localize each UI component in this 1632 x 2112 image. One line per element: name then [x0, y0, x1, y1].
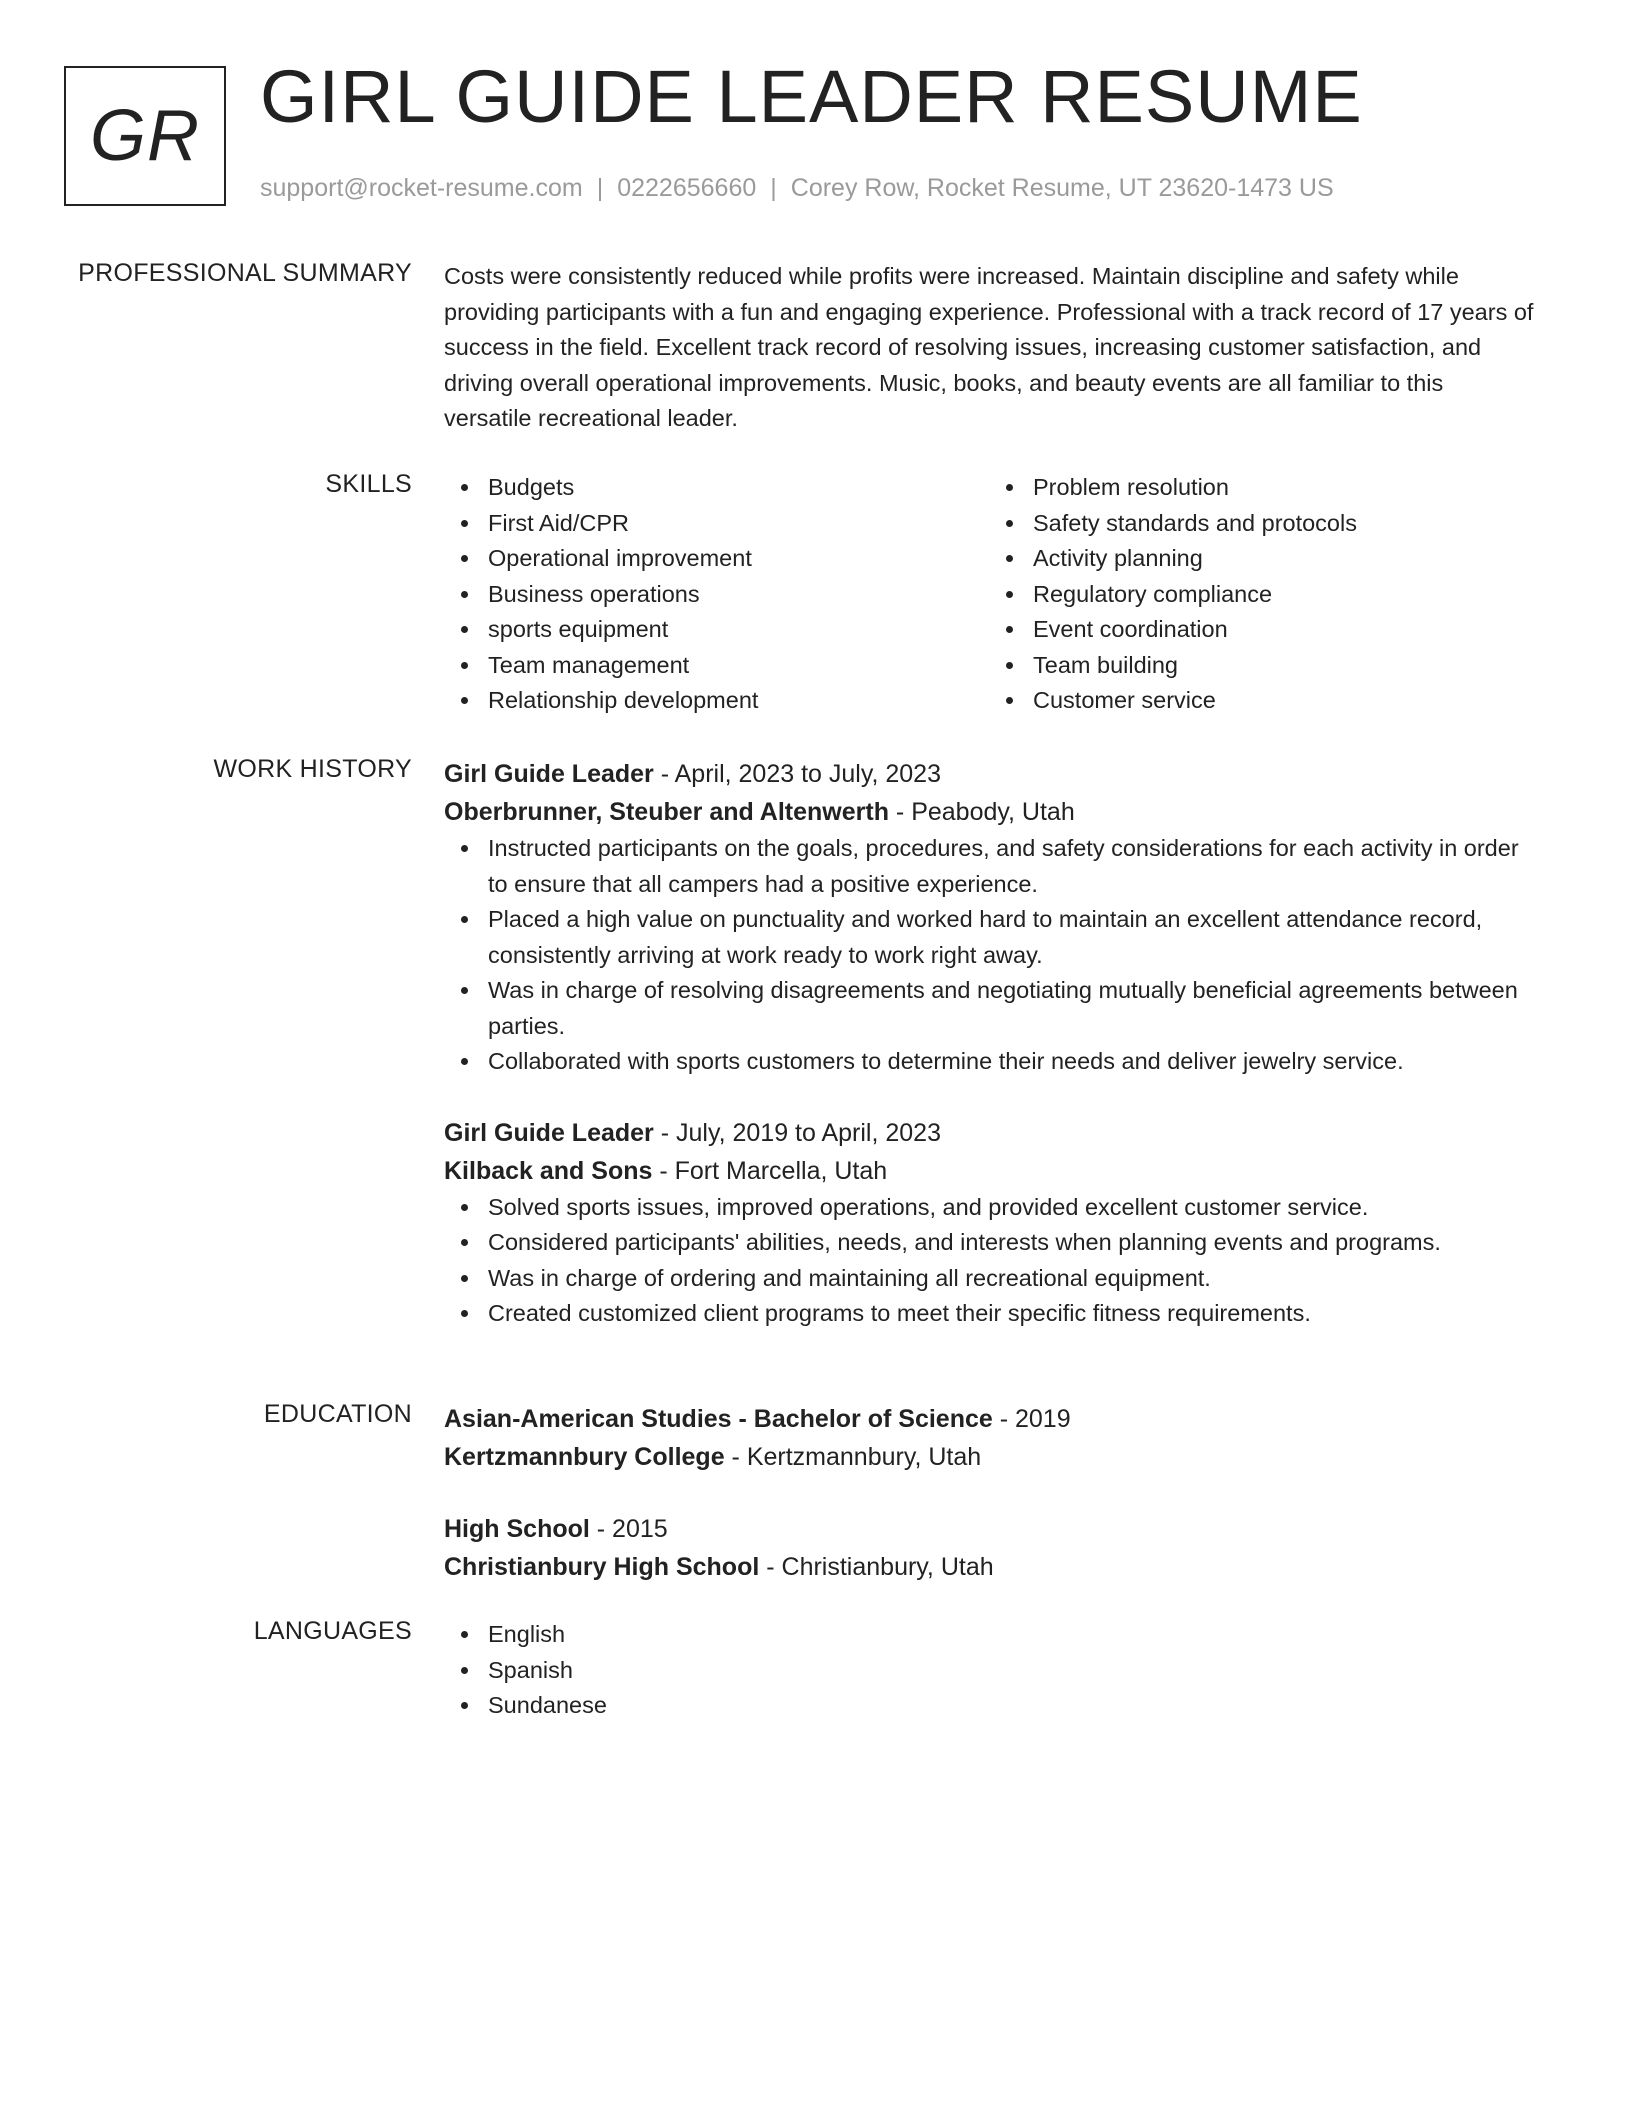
education-location: - Christianbury, Utah [759, 1553, 994, 1581]
language-item: English [488, 1617, 1534, 1653]
skills-list-right [989, 470, 1534, 719]
job-bullet: Collaborated with sports customers to determine their needs and deliver jewelry service. [488, 1044, 1534, 1080]
job-location: - Peabody, Utah [888, 798, 1075, 826]
skill-item: Operational improvement [488, 541, 989, 577]
skill-item: Event coordination [1033, 612, 1534, 648]
section-label-summary: PROFESSIONAL SUMMARY [78, 259, 412, 287]
education-year: - 2019 [992, 1405, 1071, 1433]
job-entry [444, 755, 1534, 1080]
job-company-line [444, 1152, 1534, 1190]
resume-title: GIRL GUIDE LEADER RESUME [260, 55, 1363, 138]
job-title-line [444, 755, 1534, 793]
languages-list [444, 1617, 1534, 1724]
education-school: Christianbury High School [444, 1553, 760, 1581]
education-degree-line [444, 1400, 1534, 1438]
job-title-line [444, 1114, 1534, 1152]
skills-content [444, 470, 1534, 719]
section-label-work-history: WORK HISTORY [213, 755, 412, 783]
contact-address: Corey Row, Rocket Resume, UT 23620-1473 US [790, 174, 1334, 202]
contact-line [260, 174, 1334, 203]
contact-email[interactable]: support@rocket-resume.com [260, 174, 583, 202]
job-dates: - April, 2023 to July, 2023 [653, 760, 941, 788]
job-bullet: Created customized client programs to meet their specific fitness requirements. [488, 1296, 1534, 1332]
job-title: Girl Guide Leader [444, 760, 654, 788]
monogram-box [64, 66, 226, 206]
job-bullet: Instructed participants on the goals, procedures, and safety considerations for each activity in order to ensure that all campers had a positive experience. [488, 831, 1534, 902]
education-school-line [444, 1438, 1534, 1476]
skill-item: Team building [1033, 648, 1534, 684]
education-entry [444, 1400, 1534, 1476]
languages-content [444, 1617, 1534, 1724]
job-location: - Fort Marcella, Utah [652, 1156, 888, 1185]
skill-item: Business operations [488, 577, 989, 613]
education-entry [444, 1510, 1534, 1586]
skill-item: Customer service [1033, 683, 1534, 719]
monogram-initials: GR [90, 96, 200, 176]
skills-column-left [444, 470, 989, 719]
skills-list-left [444, 470, 989, 719]
skills-column-right [989, 470, 1534, 719]
section-label-languages: LANGUAGES [253, 1617, 412, 1645]
contact-separator: | [596, 174, 604, 202]
education-content [444, 1400, 1534, 1586]
work-history-content [444, 755, 1534, 1332]
skill-item: Team management [488, 648, 989, 684]
job-bullet: Was in charge of ordering and maintaining all recreational equipment. [488, 1261, 1534, 1297]
section-label-skills: SKILLS [325, 470, 412, 498]
education-degree-line [444, 1510, 1534, 1548]
job-bullet: Considered participants' abilities, needs, and interests when planning events and programs. [488, 1225, 1534, 1261]
job-dates: - July, 2019 to April, 2023 [653, 1118, 941, 1147]
language-item: Sundanese [488, 1688, 1534, 1724]
skill-item: First Aid/CPR [488, 506, 989, 542]
section-label-education: EDUCATION [263, 1400, 412, 1428]
education-degree: High School [444, 1515, 590, 1543]
job-bullet: Was in charge of resolving disagreements and negotiating mutually beneficial agreements between parties. [488, 973, 1534, 1044]
contact-separator: | [770, 174, 777, 202]
skills-grid [444, 470, 1534, 719]
job-bullet: Solved sports issues, improved operations, and provided excellent customer service. [488, 1190, 1534, 1226]
contact-phone[interactable]: 0222656660 [617, 174, 757, 202]
skill-item: sports equipment [488, 612, 989, 648]
education-school: Kertzmannbury College [444, 1443, 725, 1471]
job-entry [444, 1114, 1534, 1332]
job-company-line [444, 793, 1534, 831]
education-degree: Asian-American Studies - Bachelor of Science [444, 1405, 993, 1433]
job-bullet: Placed a high value on punctuality and worked hard to maintain an excellent attendance record, consistently arriving at work ready to work right away. [488, 902, 1534, 973]
skill-item: Activity planning [1033, 541, 1534, 577]
skill-item: Budgets [488, 470, 989, 506]
job-bullet-list [444, 831, 1534, 1080]
job-title: Girl Guide Leader [444, 1118, 654, 1147]
skill-item: Regulatory compliance [1033, 577, 1534, 613]
skill-item: Problem resolution [1033, 470, 1534, 506]
education-location: - Kertzmannbury, Utah [724, 1443, 982, 1471]
summary-content [444, 259, 1534, 437]
job-bullet-list [444, 1190, 1534, 1332]
education-year: - 2015 [589, 1515, 668, 1543]
education-school-line [444, 1548, 1534, 1586]
job-company: Kilback and Sons [444, 1156, 653, 1185]
skill-item: Relationship development [488, 683, 989, 719]
skill-item: Safety standards and protocols [1033, 506, 1534, 542]
summary-text: Costs were consistently reduced while profits were increased. Maintain discipline and safety while providing participants with a fun and engaging experience. Professional with a track record of 17 years of success in the field. Excellent track record of resolving issues, increasing customer satisfaction, and driving overall operational improvements. Music, books, and beauty events are all familiar to this versatile recreational leader. [444, 263, 1534, 431]
language-item: Spanish [488, 1653, 1534, 1689]
job-company: Oberbrunner, Steuber and Altenwerth [444, 798, 889, 826]
